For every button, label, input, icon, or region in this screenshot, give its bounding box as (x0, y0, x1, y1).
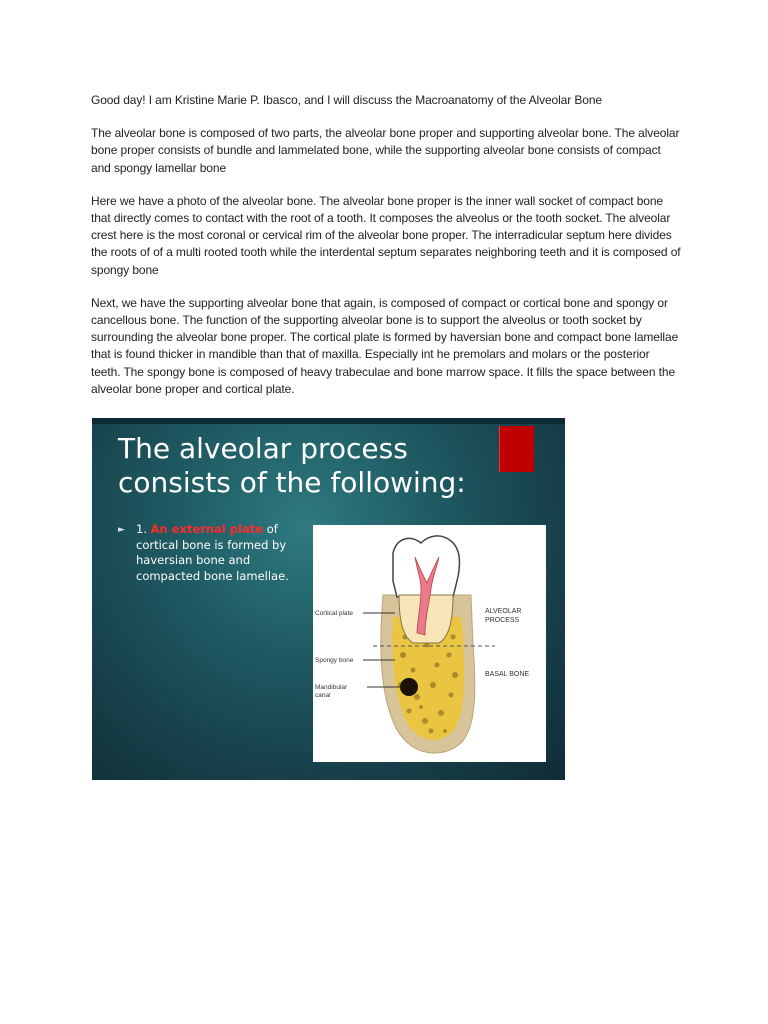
bullet-arrow-icon: ► (118, 525, 125, 535)
label-process: PROCESS (485, 617, 520, 624)
label-cortical-plate: Cortical plate (315, 610, 353, 617)
bullet-highlight: An external plate (150, 522, 264, 536)
slide-red-accent (499, 426, 534, 472)
bullet-number: 1. (136, 522, 147, 536)
paragraph-composition: The alveolar bone is composed of two parts, the alveolar bone proper and supporting alveolar bone. The alveolar bone proper consists of bundle and lammelated bone, while the supporting alveolar bone consists of compact and spongy lamellar bone (91, 126, 680, 175)
slide-bullet (118, 522, 306, 584)
slide-image (92, 418, 565, 780)
paragraph-bone-proper: Here we have a photo of the alveolar bone. The alveolar bone proper is the inner wall socket of compact bone that directly comes to contact with the root of a tooth. It composes the alveolus or the tooth socket. The alveolar crest here is the most coronal or cervical rim of the alveolar bone proper. The interradicular septum here divides the roots of of a multi rooted tooth while the interdental septum separates neighboring teeth and it is composed of spongy bone (91, 193, 681, 277)
label-mandibular: Mandibular (315, 684, 348, 691)
paragraph-intro: Good day! I am Kristine Marie P. Ibasco, and I will discuss the Macroanatomy of the Alveolar Bone (91, 93, 603, 107)
label-basal-bone: BASAL BONE (485, 671, 530, 678)
bullet-text: of cortical bone is formed by haversian bone and compacted bone lamellae. (136, 522, 289, 583)
paragraph-supporting-bone: Next, we have the supporting alveolar bone that again, is composed of compact or cortical bone and spongy or cancellous bone. The function of the supporting alveolar bone is to support the alveolus or tooth socket by surrounding the alveolar bone proper. The cortical plate is formed by haversian bone and compact bone lamellae that is found thicker in mandible than that of maxilla. Especially int he premolars and molars or the posterior teeth. The spongy bone is composed of heavy trabeculae and bone marrow space. It fills the space between the alveolar bone proper and cortical plate. (91, 295, 679, 396)
slide-title: The alveolar process consists of the following: (118, 432, 466, 499)
label-canal: canal (315, 692, 331, 699)
slide-top-band (92, 418, 565, 424)
mandibular-canal-shape (400, 678, 418, 696)
tooth-cross-section (313, 525, 546, 762)
document-body (91, 92, 681, 414)
label-alveolar: ALVEOLAR (485, 608, 522, 615)
label-spongy-bone: Spongy bone (315, 657, 354, 664)
tooth-diagram (313, 525, 546, 762)
